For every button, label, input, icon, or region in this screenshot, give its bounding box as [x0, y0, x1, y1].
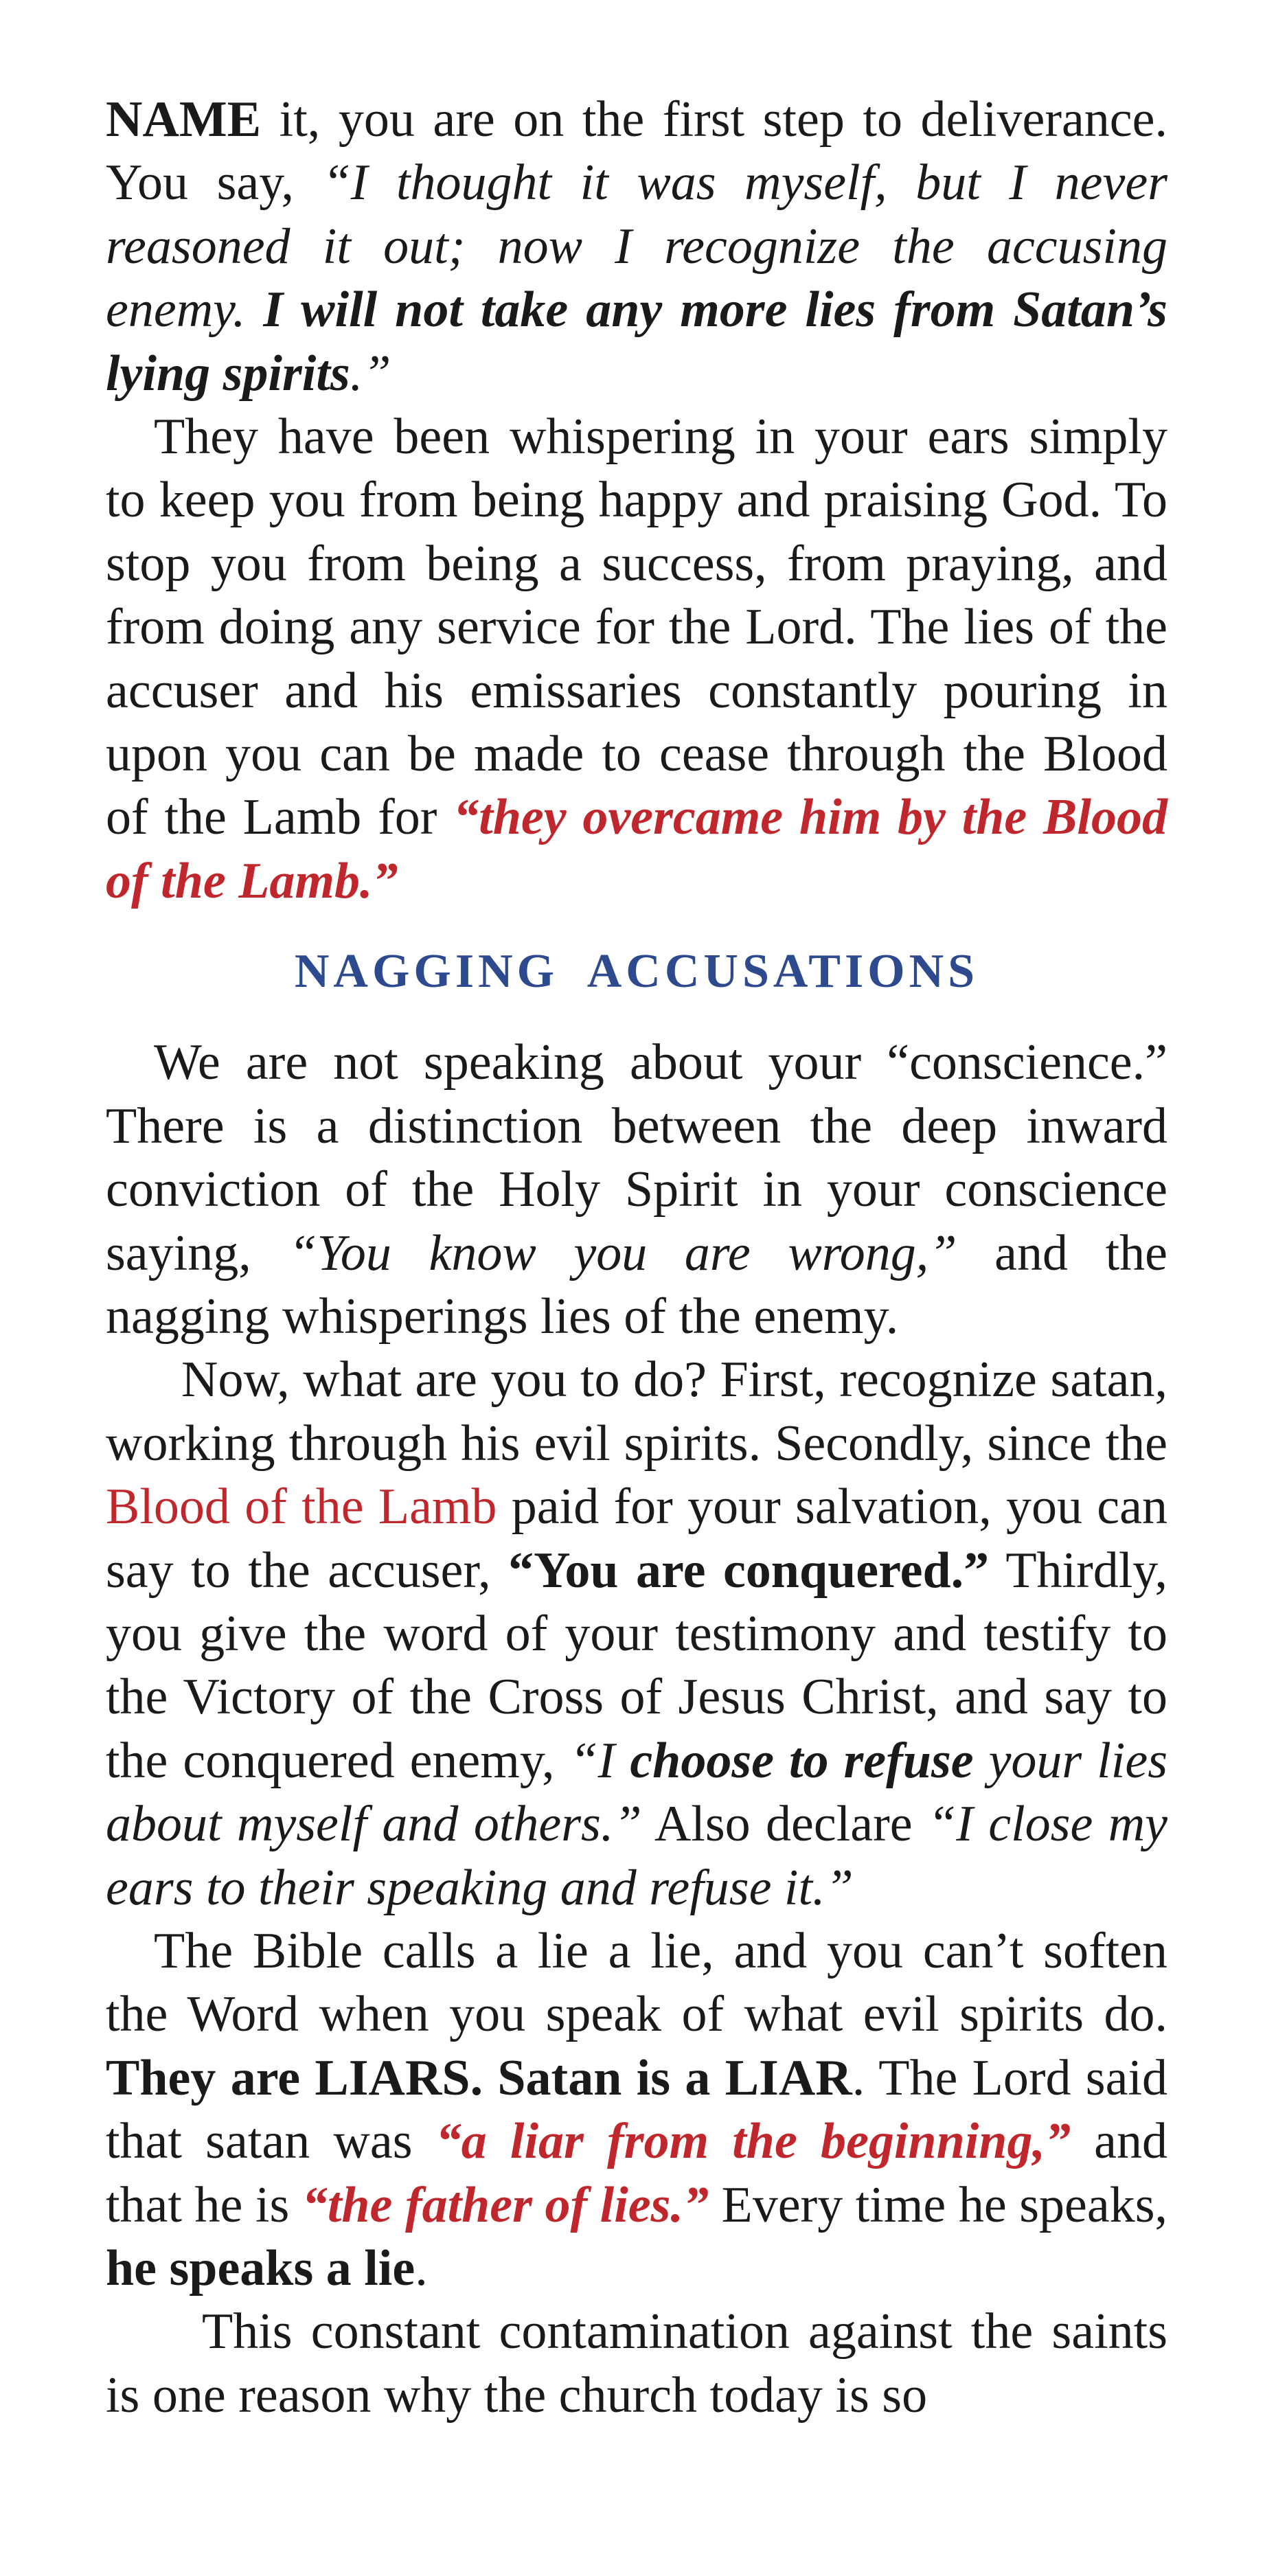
- name-word: NAME: [106, 91, 262, 148]
- p4-bold-italic: choose to refuse: [630, 1732, 974, 1789]
- p3-text-1: We are not speaking about your “conscience.” There is a distinction between the deep inward conviction of the Holy Spirit in your conscience saying,: [106, 1034, 1167, 1281]
- paragraph-4: [106, 1348, 1167, 1919]
- section-heading: NAGGING ACCUSATIONS: [294, 945, 979, 999]
- p5-text-1: The Bible calls a lie a lie, and you can’t soften the Word when you speak of what evil spirits do.: [106, 1922, 1167, 2043]
- p5-bold-1: They are LIARS. Satan is a LIAR: [106, 2049, 852, 2106]
- p5-text-5: .: [415, 2240, 428, 2296]
- p4-text-1: Now, what are you to do? First, recognize satan, working through his evil spirits. Secondly, since the: [106, 1352, 1167, 1472]
- paragraph-1: [106, 88, 1167, 405]
- p4-text-3: Thirdly, you give the word of your testimony and testify to the Victory of the Cross of Jesus Christ, and say to the conquered enemy,: [106, 1542, 1167, 1789]
- p4-italic-1: “I: [569, 1732, 630, 1789]
- p1-quote-bold: I will not take any more lies from Satan’s lying spirits: [106, 282, 1167, 402]
- p4-bold-quote: “You are conquered.”: [508, 1542, 990, 1599]
- p3-quote-1: “You know you are wrong,”: [288, 1224, 957, 1281]
- paragraph-6: [106, 2300, 1167, 2427]
- p4-blood-of-lamb: Blood of the Lamb: [106, 1479, 497, 1536]
- p5-text-4: Every time he speaks,: [708, 2176, 1168, 2233]
- paragraph-5: [106, 1919, 1167, 2300]
- p6-text-1: This constant contamination against the saints is one reason why the church today is so: [106, 2303, 1167, 2424]
- p1-quote-1: “I thought it was myself, but I never reasoned it out; now I recognize the accusing enemy.: [106, 155, 1167, 339]
- p5-red-quote-1: “a liar from the beginning,”: [435, 2113, 1071, 2170]
- p5-red-quote-2: “the father of lies.”: [301, 2176, 709, 2233]
- p5-bold-2: he speaks a lie: [106, 2240, 415, 2296]
- p2-scripture-quote: “they overcame him by the Blood of the Lamb.”: [106, 789, 1167, 909]
- p4-italic-3: “I close my ears to their speaking and refuse it.”: [106, 1796, 1168, 1916]
- p4-italic-2: your lies about myself and others.”: [106, 1732, 1167, 1853]
- p4-text-4: Also declare: [641, 1796, 928, 1853]
- p2-text-1: They have been whispering in your ears simply to keep you from being happy and praising God. To stop you from being a success, from praying, and from doing any service for the Lord. The lies of the accuser and his emissaries constantly pouring in upon you can be made to cease through the Blood of the Lamb for: [106, 409, 1167, 846]
- p5-text-2: . The Lord said that satan was: [106, 2049, 1168, 2170]
- paragraph-3: [106, 1031, 1167, 1348]
- book-page: [106, 88, 1167, 2427]
- p3-text-2: and the nagging whisperings lies of the enemy.: [106, 1224, 1168, 1345]
- p5-text-3: and that he is: [106, 2113, 1168, 2233]
- p1-text-2: .”: [350, 345, 391, 402]
- p1-text-1: it, you are on the first step to deliverance. You say,: [106, 91, 1167, 212]
- paragraph-2: [106, 405, 1167, 913]
- p4-text-2: paid for your salvation, you can say to the accuser,: [106, 1479, 1167, 1599]
